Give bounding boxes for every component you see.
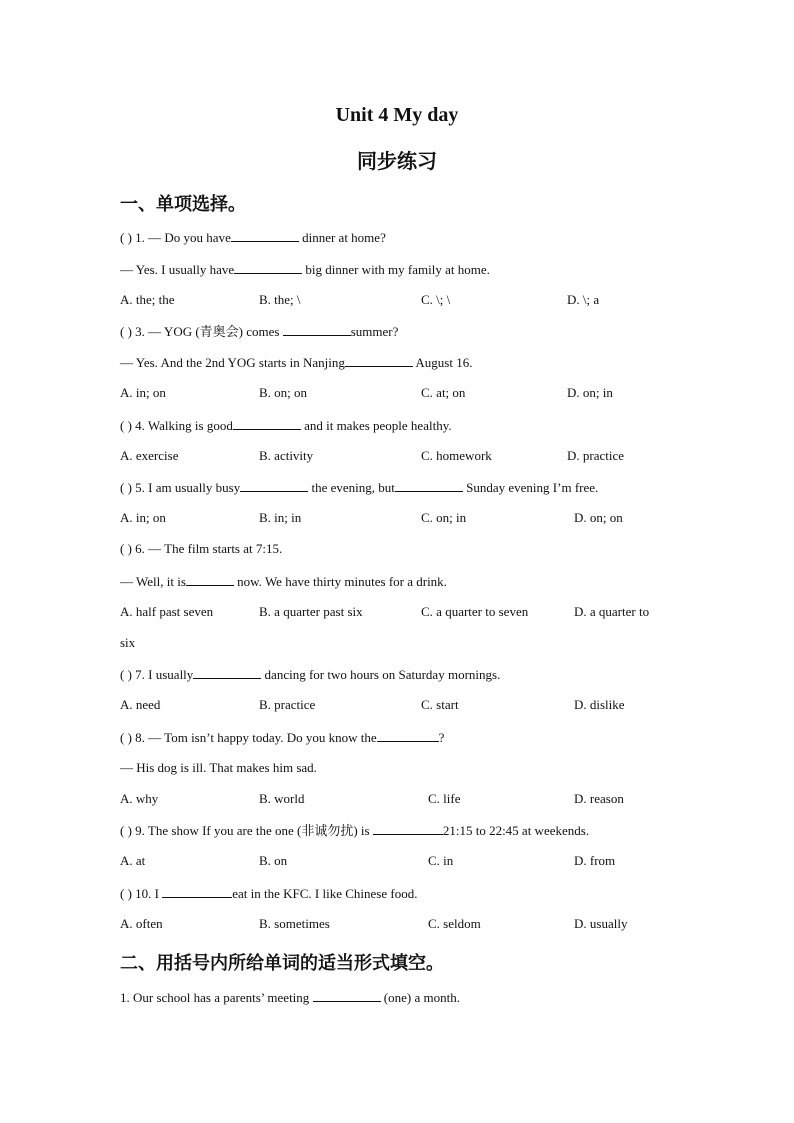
answer-blank[interactable] bbox=[186, 573, 234, 586]
page-title: Unit 4 My day bbox=[335, 104, 459, 126]
answer-blank[interactable] bbox=[283, 323, 351, 336]
question-7: ( ) 7. I usually dancing for two hours on Saturday mornings. bbox=[120, 667, 501, 682]
option-b: B. sometimes bbox=[259, 916, 330, 931]
question-1-response: — Yes. I usually have big dinner with my family at home. bbox=[120, 262, 490, 277]
option-d: D. a quarter to bbox=[574, 604, 650, 619]
option-a: A. why bbox=[120, 791, 159, 806]
option-a: A. need bbox=[120, 697, 161, 712]
section-heading-2: 二、用括号内所给单词的适当形式填空。 bbox=[120, 953, 444, 974]
answer-blank[interactable] bbox=[162, 885, 232, 898]
option-c: C. \; \ bbox=[421, 292, 451, 307]
option-d-wrap: six bbox=[120, 635, 136, 650]
option-c: C. seldom bbox=[428, 916, 481, 931]
question-3: ( ) 3. — YOG (青奥会) comes summer? bbox=[120, 324, 399, 339]
option-b: B. the; \ bbox=[259, 292, 301, 307]
option-c: C. homework bbox=[421, 448, 492, 463]
answer-blank[interactable] bbox=[373, 822, 443, 835]
option-a: A. exercise bbox=[120, 448, 179, 463]
option-d: D. dislike bbox=[574, 697, 625, 712]
question-6-response: — Well, it is now. We have thirty minutes for a drink. bbox=[120, 574, 447, 589]
fill-question-1: 1. Our school has a parents’ meeting (one) a month. bbox=[120, 990, 460, 1005]
option-c: C. in bbox=[428, 853, 454, 868]
question-5: ( ) 5. I am usually busy the evening, but Sunday evening I’m free. bbox=[120, 480, 599, 495]
option-c: C. life bbox=[428, 791, 461, 806]
option-d: D. on; on bbox=[574, 510, 623, 525]
option-a: A. in; on bbox=[120, 510, 166, 525]
answer-blank[interactable] bbox=[231, 229, 299, 242]
option-d: D. from bbox=[574, 853, 616, 868]
question-6: ( ) 6. — The film starts at 7:15. bbox=[120, 541, 283, 556]
page-subtitle: 同步练习 bbox=[357, 151, 437, 173]
option-c: C. at; on bbox=[421, 385, 466, 400]
option-d: D. on; in bbox=[567, 385, 613, 400]
section-heading-1: 一、单项选择。 bbox=[120, 194, 246, 215]
option-b: B. world bbox=[259, 791, 305, 806]
option-b: B. on; on bbox=[259, 385, 308, 400]
answer-blank[interactable] bbox=[234, 261, 302, 274]
option-a: A. half past seven bbox=[120, 604, 214, 619]
option-d: D. usually bbox=[574, 916, 628, 931]
question-8-response: — His dog is ill. That makes him sad. bbox=[120, 760, 317, 775]
answer-blank[interactable] bbox=[313, 989, 381, 1002]
option-d: D. \; a bbox=[567, 292, 600, 307]
question-8: ( ) 8. — Tom isn’t happy today. Do you know the ? bbox=[120, 730, 445, 745]
answer-blank[interactable] bbox=[377, 729, 439, 742]
option-d: D. reason bbox=[574, 791, 624, 806]
answer-blank[interactable] bbox=[233, 417, 301, 430]
option-a: A. at bbox=[120, 853, 146, 868]
question-3-response: — Yes. And the 2nd YOG starts in Nanjing August 16. bbox=[120, 355, 473, 370]
option-a: A. often bbox=[120, 916, 163, 931]
answer-blank[interactable] bbox=[395, 479, 463, 492]
question-4: ( ) 4. Walking is good and it makes people healthy. bbox=[120, 418, 452, 433]
option-b: B. in; in bbox=[259, 510, 302, 525]
answer-blank[interactable] bbox=[240, 479, 308, 492]
question-9: ( ) 9. The show If you are the one (非诚勿扰) is 21:15 to 22:45 at weekends. bbox=[120, 823, 590, 838]
option-c: C. start bbox=[421, 697, 459, 712]
option-b: B. on bbox=[259, 853, 288, 868]
question-1: ( ) 1. — Do you have dinner at home? bbox=[120, 230, 386, 245]
answer-blank[interactable] bbox=[345, 354, 413, 367]
option-c: C. a quarter to seven bbox=[421, 604, 529, 619]
option-c: C. on; in bbox=[421, 510, 467, 525]
option-a: A. the; the bbox=[120, 292, 175, 307]
option-b: B. activity bbox=[259, 448, 314, 463]
option-a: A. in; on bbox=[120, 385, 166, 400]
option-b: B. a quarter past six bbox=[259, 604, 363, 619]
option-b: B. practice bbox=[259, 697, 316, 712]
question-10: ( ) 10. I eat in the KFC. I like Chinese food. bbox=[120, 886, 418, 901]
answer-blank[interactable] bbox=[193, 666, 261, 679]
option-d: D. practice bbox=[567, 448, 625, 463]
